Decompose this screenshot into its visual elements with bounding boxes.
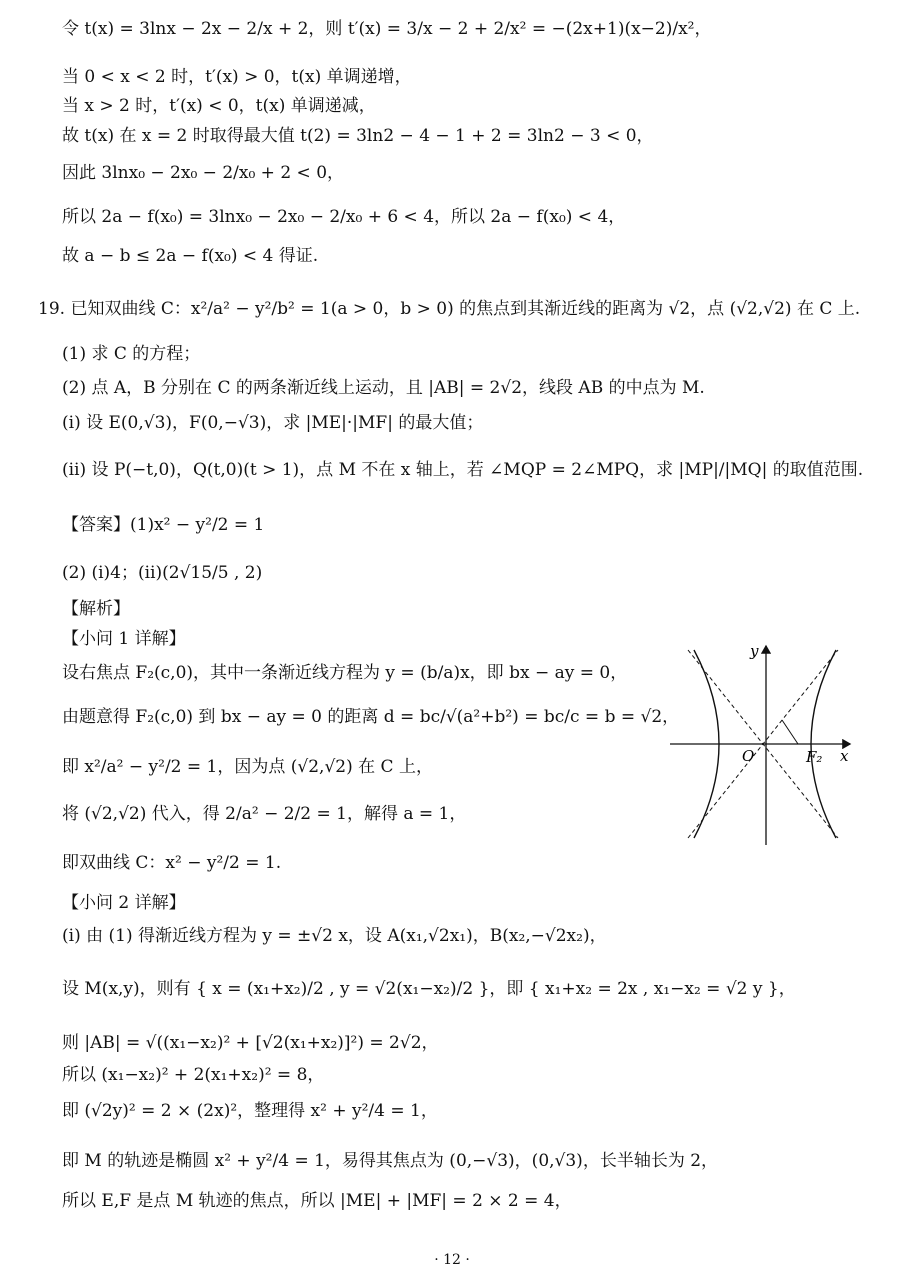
text-line: 所以 (x₁−x₂)² + 2(x₁+x₂)² = 8，	[62, 1065, 325, 1085]
text-line: 当 x > 2 时，t′(x) < 0，t(x) 单调递减，	[62, 96, 376, 116]
section-heading: 【小问 2 详解】	[62, 893, 186, 913]
origin-label: O	[742, 747, 755, 765]
text-line: 设右焦点 F₂(c,0)，其中一条渐近线方程为 y = (b/a)x，即 bx − ay = 0，	[62, 663, 628, 683]
distance-segment	[782, 720, 798, 744]
analysis-heading: 【解析】	[62, 599, 130, 619]
subquestion: (2) 点 A，B 分别在 C 的两条渐近线上运动，且 |AB| = 2√2，线段 AB 的中点为 M.	[62, 378, 705, 398]
text-line: 则 |AB| = √((x₁−x₂)² + [√2(x₁+x₂)]²) = 2√2，	[62, 1033, 439, 1053]
subquestion: (1) 求 C 的方程；	[62, 344, 201, 364]
answer-heading: 【答案】(1)x² − y²/2 = 1	[62, 515, 265, 535]
text-line: (i) 由 (1) 得渐近线方程为 y = ±√2 x，设 A(x₁,√2x₁)，B(x₂,−√2x₂)，	[62, 926, 607, 946]
text-line: 即 M 的轨迹是椭圆 x² + y²/4 = 1，易得其焦点为 (0,−√3)，(0,√3)，长半轴长为 2，	[62, 1151, 719, 1171]
focus-label: F₂	[806, 748, 823, 766]
subquestion: (ⅱ) 设 P(−t,0)，Q(t,0)(t > 1)，点 M 不在 x 轴上，若 ∠MQP = 2∠MPQ，求 |MP|/|MQ| 的取值范围.	[62, 460, 864, 480]
text-line: 所以 2a − f(x₀) = 3lnx₀ − 2x₀ − 2/x₀ + 6 < 4，所以 2a − f(x₀) < 4，	[62, 207, 626, 227]
text-line: 设 M(x,y)，则有 { x = (x₁+x₂)/2 , y = √2(x₁−x₂)/2 }，即 { x₁+x₂ = 2x , x₁−x₂ = √2 y }，	[62, 979, 796, 999]
text-line: 所以 E,F 是点 M 轨迹的焦点，所以 |ME| + |MF| = 2 × 2 = 4，	[62, 1191, 572, 1211]
text-line: 即 (√2y)² = 2 × (2x)²，整理得 x² + y²/4 = 1，	[62, 1101, 438, 1121]
page-number: · 12 ·	[434, 1252, 470, 1268]
text-line: 故 a − b ≤ 2a − f(x₀) < 4 得证.	[62, 246, 319, 266]
text-line: 由题意得 F₂(c,0) 到 bx − ay = 0 的距离 d = bc/√(a²+b²) = bc/c = b = √2，	[62, 707, 680, 727]
text-line: 因此 3lnx₀ − 2x₀ − 2/x₀ + 2 < 0，	[62, 163, 345, 183]
text-line: 即 x²/a² − y²/2 = 1，因为点 (√2,√2) 在 C 上，	[62, 757, 433, 777]
answer-line: (2) (ⅰ)4；(ⅱ)(2√15/5 , 2)	[62, 563, 263, 583]
hyperbola-figure	[668, 640, 858, 850]
y-label: y	[750, 642, 759, 660]
text-line: 令 t(x) = 3lnx − 2x − 2/x + 2，则 t′(x) = 3/x − 2 + 2/x² = −(2x+1)(x−2)/x²，	[62, 19, 712, 39]
text-line: 当 0 < x < 2 时，t′(x) > 0，t(x) 单调递增，	[62, 67, 412, 87]
problem-statement: 19. 已知双曲线 C：x²/a² − y²/b² = 1(a > 0，b > 0) 的焦点到其渐近线的距离为 √2，点 (√2,√2) 在 C 上.	[38, 299, 861, 319]
text-line: 故 t(x) 在 x = 2 时取得最大值 t(2) = 3ln2 − 4 − 1 + 2 = 3ln2 − 3 < 0，	[62, 126, 654, 146]
text-line: 将 (√2,√2) 代入，得 2/a² − 2/2 = 1，解得 a = 1，	[62, 804, 467, 824]
x-label: x	[840, 747, 849, 765]
section-heading: 【小问 1 详解】	[62, 629, 186, 649]
text-line: 即双曲线 C：x² − y²/2 = 1.	[62, 853, 282, 873]
subquestion: (ⅰ) 设 E(0,√3)，F(0,−√3)，求 |ME|·|MF| 的最大值；	[62, 413, 484, 433]
